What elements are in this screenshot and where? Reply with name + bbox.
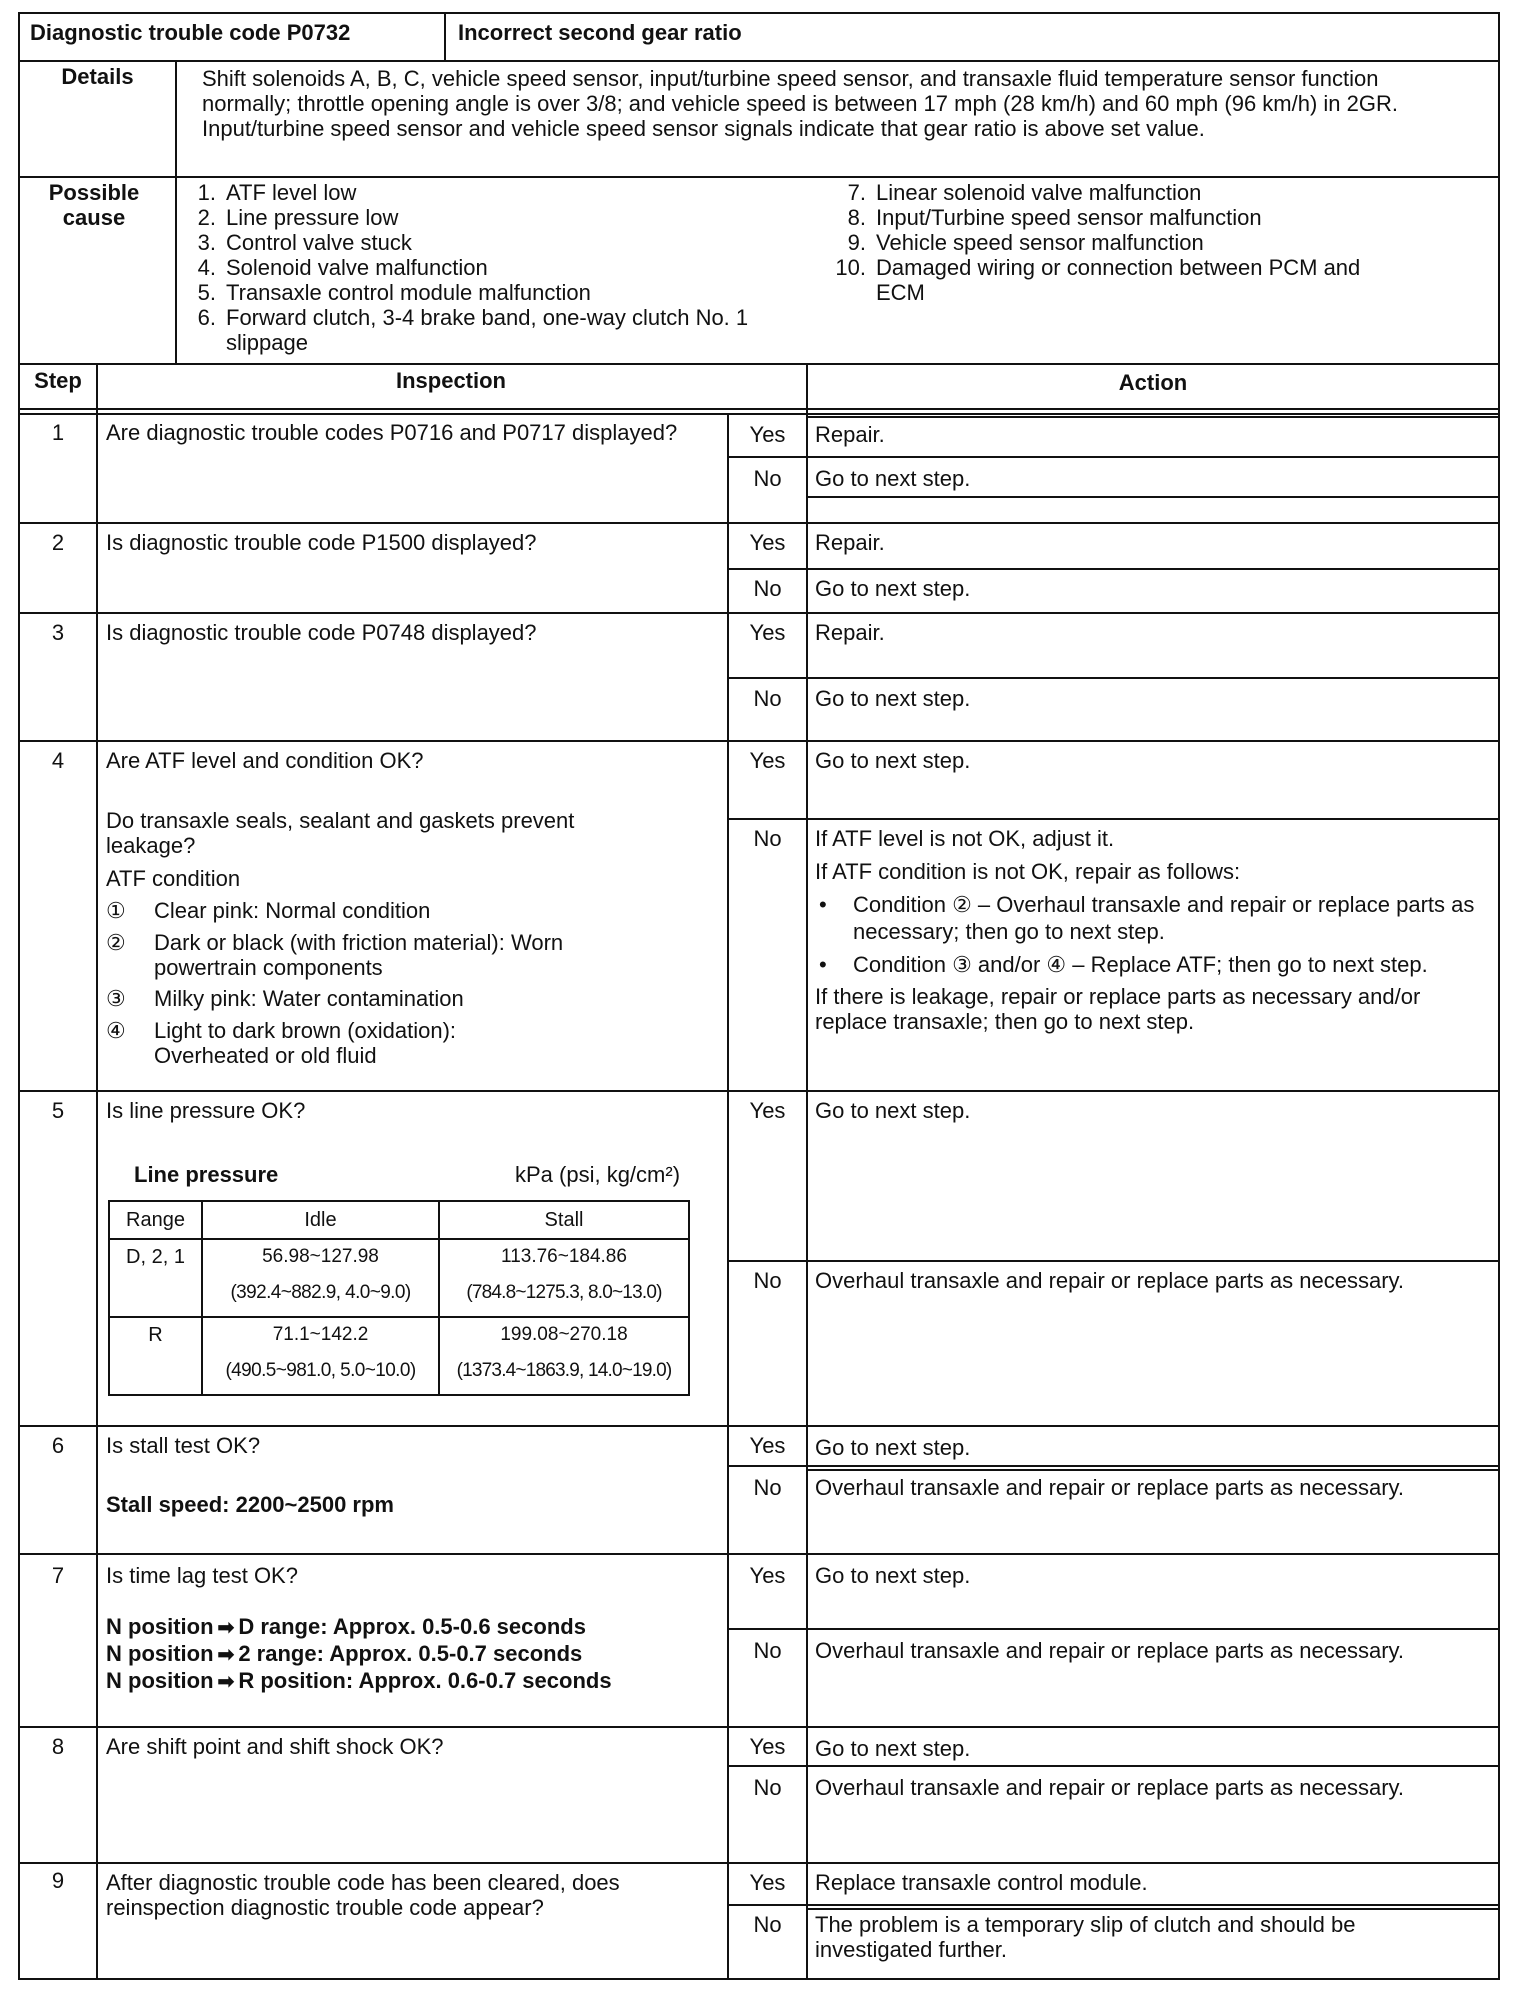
cause-list-right: [830, 180, 1470, 305]
details-label: Details: [61, 64, 134, 89]
time-lag-spec: N position ➡ 2 range: Approx. 0.5-0.7 seconds: [106, 1641, 583, 1666]
cause-item: 4. Solenoid valve malfunction: [197, 255, 488, 280]
step-number: 5: [51, 1098, 65, 1123]
rule: [96, 363, 98, 1980]
step-number: 1: [51, 420, 65, 445]
yes-label: Yes: [749, 422, 786, 447]
no-action-line: If there is leakage, repair or replace parts as necessary and/or replace transaxle; then go to next step.: [815, 983, 1421, 1034]
yes-label: Yes: [749, 530, 786, 555]
rule: [18, 408, 1500, 410]
rule: [18, 612, 1500, 614]
rule: [806, 1908, 1500, 1910]
step4-inspection: [106, 748, 716, 1068]
time-lag-specs: [106, 1614, 612, 1695]
rule: [18, 1425, 1500, 1427]
no-label: No: [753, 686, 782, 711]
atf-condition-title: ATF condition: [106, 866, 241, 892]
no-label: No: [753, 466, 782, 491]
line-pressure-unit: kPa (psi, kg/cm²): [515, 1162, 681, 1187]
column-action: Action: [1118, 370, 1188, 395]
step-question: Is diagnostic trouble code P1500 displayed?: [106, 530, 537, 555]
rule: [727, 677, 1500, 679]
rule: [727, 1765, 1500, 1767]
stall-speed-spec: Stall speed: 2200~2500 rpm: [106, 1492, 394, 1517]
column-step: Step: [34, 368, 82, 393]
step-number: 7: [51, 1563, 65, 1588]
atf-condition: ④ Light to dark brown (oxidation): Overheated or old fluid: [106, 1017, 457, 1068]
cause-list-left: [180, 180, 820, 355]
no-action: Overhaul transaxle and repair or replace parts as necessary.: [815, 1268, 1404, 1293]
table-header: Stall: [439, 1201, 689, 1239]
table-header-row: [109, 1201, 689, 1239]
rule: [18, 60, 1500, 62]
no-action-bullet: • Condition ③ and/or ④ – Replace ATF; then go to next step.: [819, 951, 1428, 977]
yes-label: Yes: [749, 748, 786, 773]
dtc-code-label: Diagnostic trouble code P0732: [30, 20, 351, 45]
right-arrow-icon: ➡: [217, 1617, 235, 1639]
step-question: After diagnostic trouble code has been cleared, does reinspection diagnostic trouble code appear?: [106, 1870, 620, 1920]
yes-label: Yes: [749, 1098, 786, 1123]
yes-label: Yes: [749, 620, 786, 645]
no-label: No: [753, 1268, 782, 1293]
table-row: [109, 1239, 689, 1317]
rule: [806, 496, 1500, 498]
stall-cell: 199.08~270.18 (1373.4~1863.9, 14.0~19.0): [439, 1317, 689, 1395]
no-action: Overhaul transaxle and repair or replace parts as necessary.: [815, 1775, 1404, 1800]
rule: [727, 818, 1500, 820]
yes-action: Repair.: [815, 530, 885, 555]
no-label: No: [753, 1912, 782, 1937]
yes-action: Repair.: [815, 422, 885, 447]
no-action-line: If ATF level is not OK, adjust it.: [815, 826, 1115, 851]
no-label: No: [753, 826, 782, 851]
cause-item: 6. Forward clutch, 3-4 brake band, one-way clutch No. 1 slippage: [197, 305, 749, 355]
rule: [18, 1553, 1500, 1555]
yes-action: Go to next step.: [815, 1098, 971, 1123]
step-question: Is time lag test OK?: [106, 1563, 298, 1588]
yes-label: Yes: [749, 1563, 786, 1588]
yes-label: Yes: [749, 1734, 786, 1759]
right-arrow-icon: ➡: [217, 1671, 235, 1693]
no-label: No: [753, 1475, 782, 1500]
no-action: Go to next step.: [815, 576, 971, 601]
rule: [18, 413, 1500, 415]
yes-action: Repair.: [815, 620, 885, 645]
rule: [18, 740, 1500, 742]
rule: [727, 1904, 1500, 1906]
step-number: 6: [51, 1433, 65, 1458]
atf-condition: ② Dark or black (with friction material): Worn powertrain components: [106, 929, 564, 980]
right-arrow-icon: ➡: [217, 1644, 235, 1666]
details-text: Shift solenoids A, B, C, vehicle speed sensor, input/turbine speed sensor, and transaxle fluid temperature sensor function normally; throttle opening angle is over 3/8; and vehicle speed is between 17 mph (28 km/h) and 60 mph (96 km/h) in 2GR. Input/turbine speed sensor and vehicle speed sensor signals indicate that gear ratio is above set value.: [202, 66, 1398, 141]
step-question-2: Do transaxle seals, sealant and gaskets prevent leakage?: [106, 808, 575, 859]
dtc-title: Incorrect second gear ratio: [458, 20, 742, 45]
cause-item: 1. ATF level low: [197, 180, 357, 205]
cause-item: 10. Damaged wiring or connection between PCM and ECM: [835, 255, 1361, 305]
step-question: Are diagnostic trouble codes P0716 and P0717 displayed?: [106, 420, 678, 445]
cause-item: 7. Linear solenoid valve malfunction: [847, 180, 1202, 205]
step-question: Are shift point and shift shock OK?: [106, 1734, 444, 1759]
rule: [806, 416, 1500, 418]
yes-label: Yes: [749, 1870, 786, 1895]
rule: [806, 1469, 1500, 1471]
no-label: No: [753, 1775, 782, 1800]
range-cell: D, 2, 1: [109, 1239, 202, 1317]
rule: [727, 1260, 1500, 1262]
step-number: 2: [51, 530, 65, 555]
range-cell: R: [109, 1317, 202, 1395]
rule: [727, 456, 1500, 458]
step-question: Are ATF level and condition OK?: [106, 748, 424, 773]
rule: [806, 363, 808, 1980]
rule: [727, 568, 1500, 570]
no-label: No: [753, 576, 782, 601]
step-number: 8: [51, 1734, 65, 1759]
time-lag-spec: N position ➡ D range: Approx. 0.5-0.6 seconds: [106, 1614, 586, 1639]
yes-action: Go to next step.: [815, 748, 971, 773]
stall-cell: 113.76~184.86 (784.8~1275.3, 8.0~13.0): [439, 1239, 689, 1317]
no-action-line: If ATF condition is not OK, repair as follows:: [815, 859, 1241, 885]
yes-action: Replace transaxle control module.: [815, 1870, 1148, 1895]
step-number: 9: [51, 1868, 65, 1893]
yes-label: Yes: [749, 1433, 786, 1458]
idle-cell: 71.1~142.2 (490.5~981.0, 5.0~10.0): [202, 1317, 439, 1395]
rule: [727, 1628, 1500, 1630]
atf-condition: ① Clear pink: Normal condition: [106, 897, 431, 923]
rule: [175, 60, 177, 363]
rule: [18, 1862, 1500, 1864]
rule: [18, 1726, 1500, 1728]
cause-item: 2. Line pressure low: [197, 205, 399, 230]
rule: [18, 522, 1500, 524]
no-action-bullet: • Condition ② – Overhaul transaxle and repair or replace parts as necessary; then go to next step.: [819, 891, 1475, 944]
cause-item: 3. Control valve stuck: [197, 230, 412, 255]
column-inspection: Inspection: [395, 368, 506, 393]
rule: [18, 1090, 1500, 1092]
idle-cell: 56.98~127.98 (392.4~882.9, 4.0~9.0): [202, 1239, 439, 1317]
no-action: Overhaul transaxle and repair or replace parts as necessary.: [815, 1638, 1404, 1663]
no-action: The problem is a temporary slip of clutch and should be investigated further.: [815, 1912, 1356, 1962]
rule: [727, 1465, 1500, 1467]
rule: [18, 176, 1500, 178]
line-pressure-title: Line pressure: [134, 1162, 279, 1187]
no-action: [815, 826, 1485, 1034]
yes-action: Go to next step.: [815, 1563, 971, 1588]
line-pressure-table: [108, 1200, 690, 1396]
table-row: [109, 1317, 689, 1395]
table-header: Range: [109, 1201, 202, 1239]
yes-action: Go to next step.: [815, 1736, 971, 1761]
no-action: Go to next step.: [815, 686, 971, 711]
rule: [444, 12, 446, 60]
time-lag-spec: N position ➡ R position: Approx. 0.6-0.7 seconds: [106, 1668, 612, 1693]
step-number: 4: [51, 748, 65, 773]
cause-item: 8. Input/Turbine speed sensor malfunction: [847, 205, 1262, 230]
possible-cause-label: Possible cause: [48, 180, 140, 230]
step-question: Is stall test OK?: [106, 1433, 261, 1458]
atf-condition: ③ Milky pink: Water contamination: [106, 985, 464, 1011]
rule: [18, 363, 1500, 365]
step-number: 3: [51, 620, 65, 645]
no-action: Go to next step.: [815, 466, 971, 491]
step-question: Is diagnostic trouble code P0748 displayed?: [106, 620, 537, 645]
yes-action: Go to next step.: [815, 1435, 971, 1460]
cause-item: 9. Vehicle speed sensor malfunction: [847, 230, 1204, 255]
no-action: Overhaul transaxle and repair or replace parts as necessary.: [815, 1475, 1404, 1500]
step-question: Is line pressure OK?: [106, 1098, 306, 1123]
cause-item: 5. Transaxle control module malfunction: [197, 280, 591, 305]
table-header: Idle: [202, 1201, 439, 1239]
no-label: No: [753, 1638, 782, 1663]
